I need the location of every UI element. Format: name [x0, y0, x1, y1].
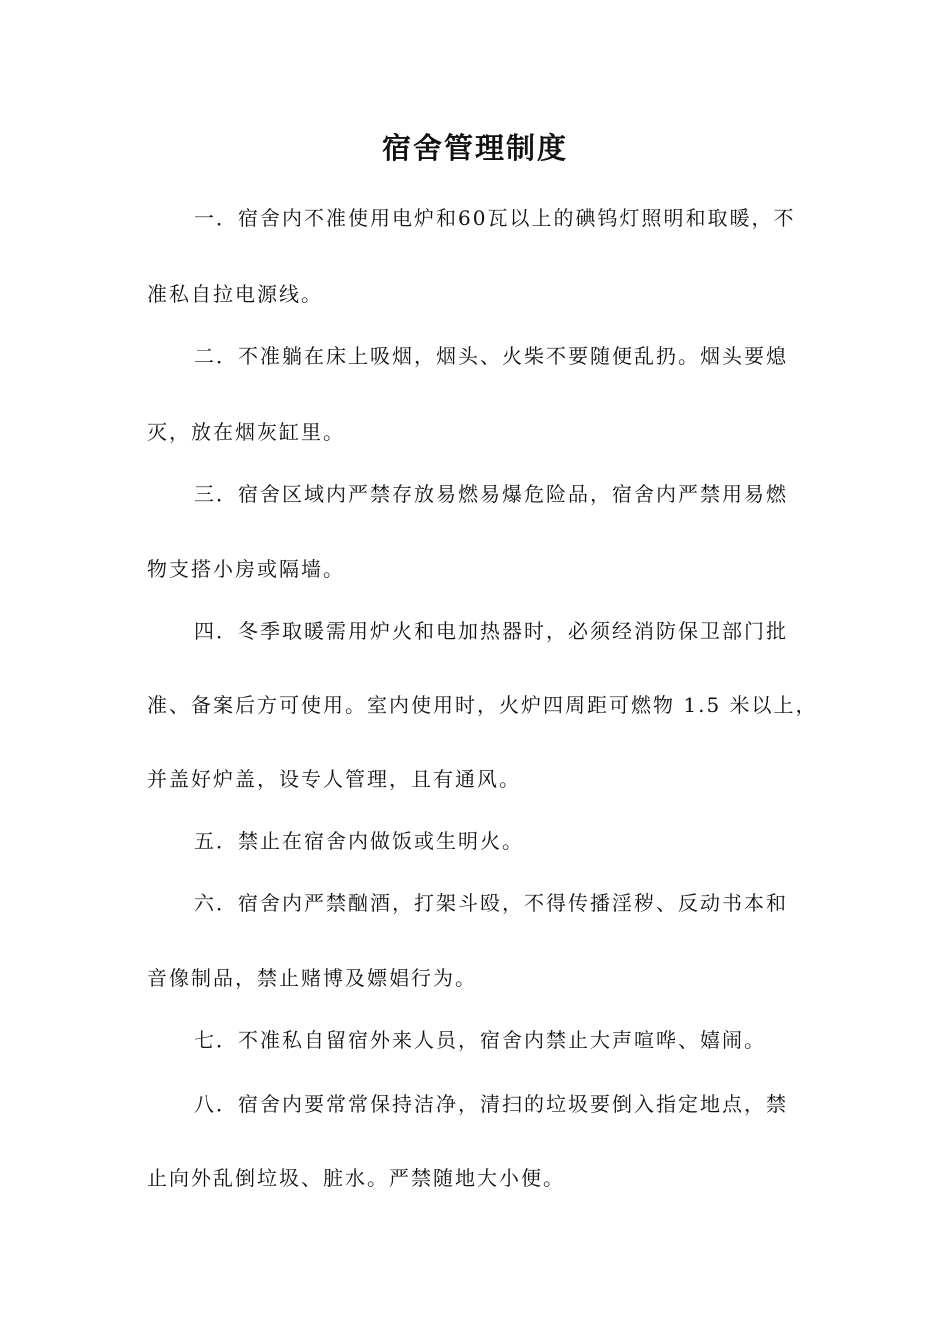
- rule-5-line-1: 五．禁止在宿舍内做饭或生明火。: [194, 829, 524, 853]
- rule-4-line-3: 并盖好炉盖，设专人管理，且有通风。: [147, 767, 521, 791]
- rule-6-line-1: 六．宿舍内严禁酗酒，打架斗殴，不得传播淫秽、反动书本和: [194, 891, 788, 915]
- rule-4-line-2: 准、备案后方可使用。室内使用时，火炉四周距可燃物 1.5 米以上，: [147, 693, 818, 717]
- rule-3-line-2: 物支搭小房或隔墙。: [147, 557, 345, 581]
- rule-1-line-2: 准私自拉电源线。: [147, 282, 323, 306]
- rule-8-line-2: 止向外乱倒垃圾、脏水。严禁随地大小便。: [147, 1166, 565, 1190]
- rule-2-line-1: 二．不准躺在床上吸烟，烟头、火柴不要随便乱扔。烟头要熄: [194, 344, 788, 368]
- rule-6-line-2: 音像制品，禁止赌博及嫖娼行为。: [147, 966, 477, 990]
- rule-1-line-1: 一．宿舍内不准使用电炉和60瓦以上的碘钨灯照明和取暖，不: [194, 206, 796, 230]
- rule-8-line-1: 八．宿舍内要常常保持洁净，清扫的垃圾要倒入指定地点，禁: [194, 1092, 788, 1116]
- rule-2-line-2: 灭，放在烟灰缸里。: [147, 420, 345, 444]
- rule-4-line-1: 四．冬季取暖需用炉火和电加热器时，必须经消防保卫部门批: [194, 619, 788, 643]
- document-title: 宿舍管理制度: [381, 131, 568, 165]
- rule-3-line-1: 三．宿舍区域内严禁存放易燃易爆危险品，宿舍内严禁用易燃: [194, 482, 788, 506]
- rule-7-line-1: 七．不准私自留宿外来人员，宿舍内禁止大声喧哗、嬉闹。: [194, 1028, 766, 1052]
